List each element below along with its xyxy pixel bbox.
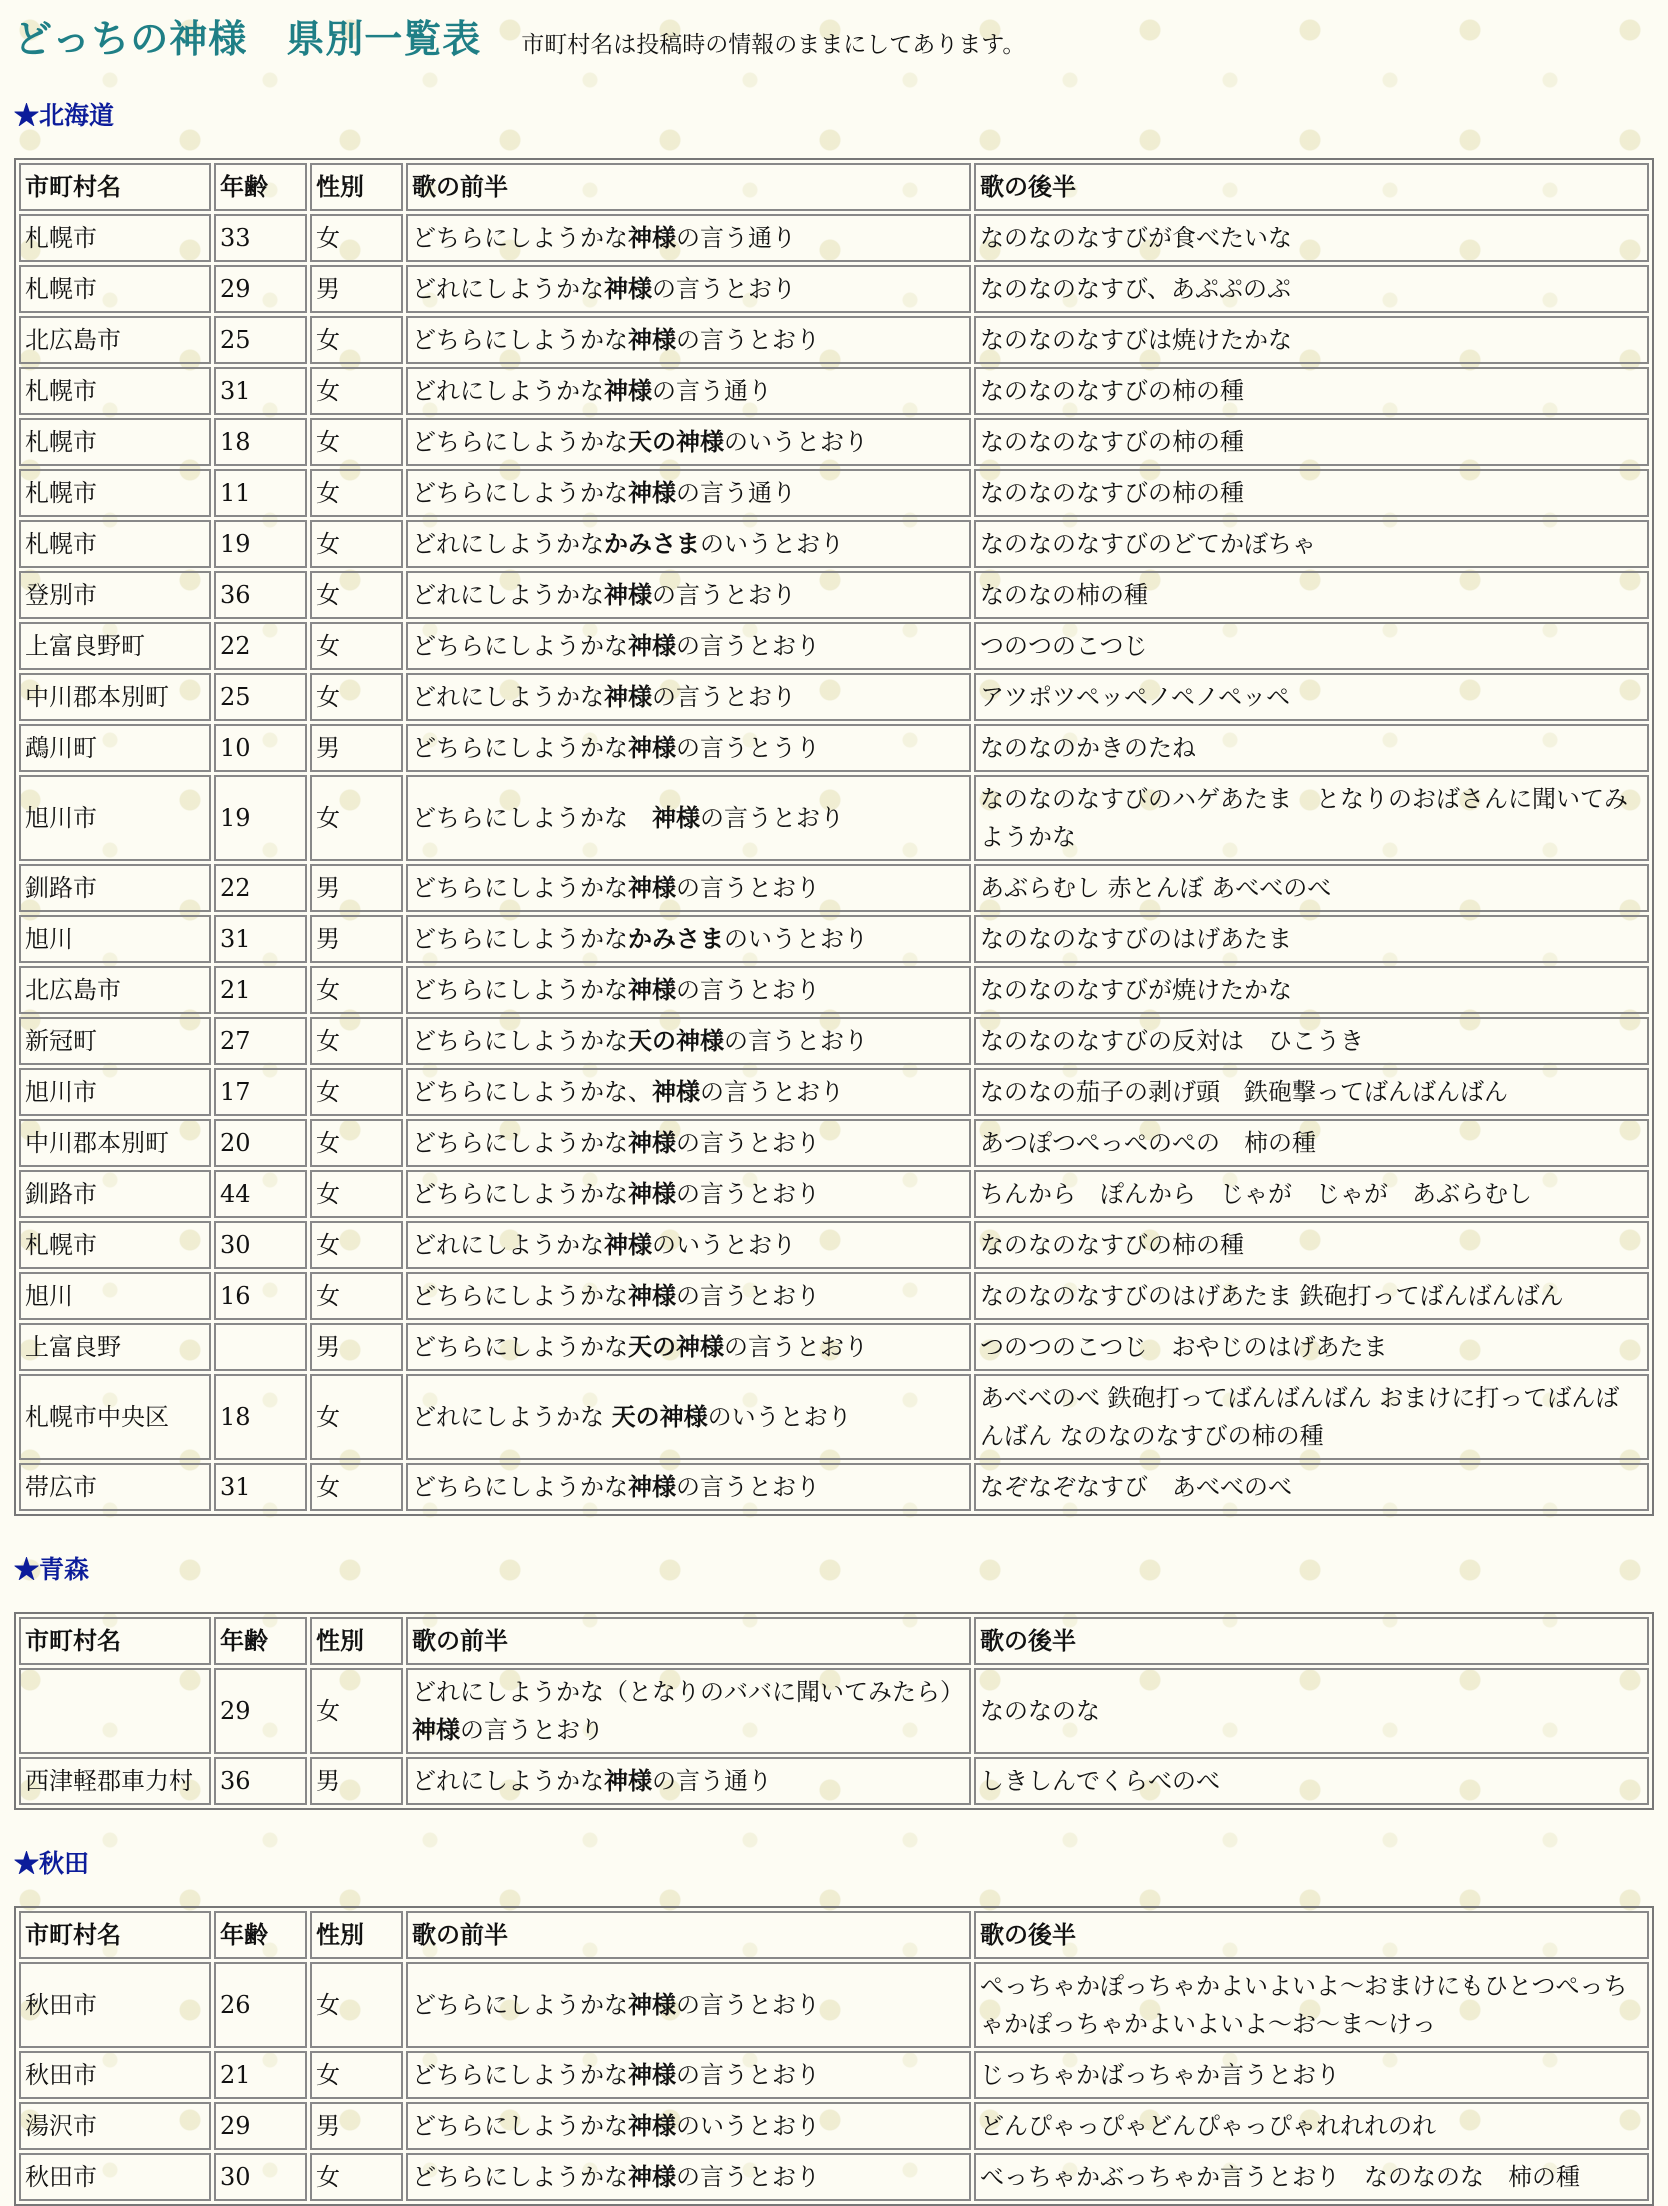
column-header-second-half: 歌の後半	[974, 1617, 1649, 1665]
second-half-cell: あつぽつぺっぺのぺの 柿の種	[974, 1119, 1649, 1167]
age-cell: 36	[214, 571, 307, 619]
age-cell: 22	[214, 864, 307, 912]
first-half-post: の言うとおり	[700, 1078, 844, 1106]
first-half-god: 神様	[604, 580, 652, 609]
sex-cell: 女	[310, 1962, 403, 2048]
first-half-cell	[406, 265, 971, 313]
first-half-pre: どちらにしようかな	[412, 1180, 628, 1208]
first-half-god: 神様	[628, 1179, 676, 1208]
first-half-pre: どちらにしようかな	[412, 224, 628, 252]
second-half-cell: なのなのなすびの反対は ひこうき	[974, 1017, 1649, 1065]
first-half-pre: どれにしようかな	[412, 377, 604, 405]
first-half-post: の言う通り	[652, 1767, 772, 1795]
first-half-post: の言うとおり	[676, 1129, 820, 1157]
first-half-post: の言うとおり	[652, 581, 796, 609]
sex-cell: 男	[310, 864, 403, 912]
sex-cell: 女	[310, 1068, 403, 1116]
age-cell: 18	[214, 1374, 307, 1460]
page-note: 市町村名は投稿時の情報のままにしてあります。	[521, 32, 1026, 58]
second-half-cell: なのなのなすびのハゲあたま となりのおばさんに聞いてみようかな	[974, 775, 1649, 861]
second-half-cell: べっちゃかぶっちゃか言うとおり なのなのな 柿の種	[974, 2153, 1649, 2201]
second-half-cell: アツポツペッペノペノペッペ	[974, 673, 1649, 721]
first-half-god: 神様	[628, 873, 676, 902]
table-row	[19, 1170, 1649, 1218]
section-title: ★秋田	[14, 1849, 90, 1878]
table-header-row	[19, 163, 1649, 211]
first-half-pre: どれにしようかな	[412, 1403, 612, 1431]
column-header-age: 年齢	[214, 163, 307, 211]
table-row	[19, 1323, 1649, 1371]
first-half-god: 神様	[412, 1715, 460, 1744]
table-row	[19, 915, 1649, 963]
first-half-god: 神様	[604, 1766, 652, 1795]
age-cell: 17	[214, 1068, 307, 1116]
section-title: ★北海道	[14, 101, 115, 130]
first-half-cell	[406, 724, 971, 772]
first-half-pre: どちらにしようかな	[412, 804, 652, 832]
second-half-cell: なのなのかきのたね	[974, 724, 1649, 772]
first-half-god: かみさま	[604, 529, 700, 558]
age-cell: 26	[214, 1962, 307, 2048]
sex-cell: 女	[310, 1668, 403, 1754]
first-half-cell	[406, 1170, 971, 1218]
city-cell: 旭川	[19, 915, 211, 963]
city-cell: 札幌市	[19, 520, 211, 568]
second-half-cell: つのつのこつじ おやじのはげあたま	[974, 1323, 1649, 1371]
first-half-post: のいうとおり	[676, 2112, 820, 2140]
first-half-post: の言うとおり	[676, 326, 820, 354]
first-half-pre: どれにしようかな	[412, 1767, 604, 1795]
city-cell: 上富良野町	[19, 622, 211, 670]
first-half-god: 神様	[628, 478, 676, 507]
first-half-post: の言うとおり	[724, 1027, 868, 1055]
age-cell: 18	[214, 418, 307, 466]
first-half-god: 神様	[628, 975, 676, 1004]
second-half-cell: なぞなぞなすび あべべのべ	[974, 1463, 1649, 1511]
first-half-pre: どれにしようかな	[412, 530, 604, 558]
second-half-cell: あべべのべ 鉄砲打ってばんばんばん おまけに打ってばんばんばん なのなのなすびの柿の種	[974, 1374, 1649, 1460]
first-half-pre: どちらにしようかな	[412, 2061, 628, 2089]
second-half-cell: なのなのなすびのはげあたま	[974, 915, 1649, 963]
first-half-god: 神様	[628, 1990, 676, 2019]
second-half-cell: つのつのこつじ	[974, 622, 1649, 670]
age-cell: 25	[214, 673, 307, 721]
column-header-age: 年齢	[214, 1911, 307, 1959]
first-half-god: 神様	[628, 2111, 676, 2140]
sex-cell: 女	[310, 1221, 403, 1269]
city-cell: 旭川市	[19, 775, 211, 861]
sex-cell: 男	[310, 1757, 403, 1805]
first-half-cell	[406, 1323, 971, 1371]
first-half-god: 神様	[652, 1077, 700, 1106]
table-row	[19, 1668, 1649, 1754]
first-half-god: 神様	[628, 733, 676, 762]
first-half-pre: どちらにしようかな	[412, 1027, 628, 1055]
first-half-cell	[406, 622, 971, 670]
table-row	[19, 622, 1649, 670]
city-cell	[19, 1668, 211, 1754]
first-half-post: の言うとおり	[652, 683, 796, 711]
first-half-pre: どちらにしようかな	[412, 2112, 628, 2140]
age-cell: 21	[214, 2051, 307, 2099]
city-cell: 鵡川町	[19, 724, 211, 772]
first-half-god: 天の神様	[628, 1332, 724, 1361]
first-half-pre: どちらにしようかな	[412, 1282, 628, 1310]
city-cell: 帯広市	[19, 1463, 211, 1511]
sex-cell: 男	[310, 2102, 403, 2150]
age-cell: 11	[214, 469, 307, 517]
sex-cell: 女	[310, 214, 403, 262]
age-cell: 21	[214, 966, 307, 1014]
first-half-cell	[406, 367, 971, 415]
city-cell: 湯沢市	[19, 2102, 211, 2150]
city-cell: 上富良野	[19, 1323, 211, 1371]
table-row	[19, 1757, 1649, 1805]
second-half-cell: なのなのなすびの柿の種	[974, 1221, 1649, 1269]
first-half-cell	[406, 316, 971, 364]
second-half-cell: ぺっちゃかぽっちゃかよいよいよ〜おまけにもひとつぺっちゃかぽっちゃかよいよいよ〜お〜ま〜けっ	[974, 1962, 1649, 2048]
first-half-pre: どれにしようかな	[412, 1231, 604, 1259]
first-half-post: の言うとおり	[676, 2163, 820, 2191]
age-cell: 29	[214, 1668, 307, 1754]
age-cell: 44	[214, 1170, 307, 1218]
second-half-cell: なのなのなすびが食べたいな	[974, 214, 1649, 262]
age-cell: 36	[214, 1757, 307, 1805]
first-half-god: かみさま	[628, 924, 724, 953]
age-cell: 29	[214, 265, 307, 313]
first-half-post: のいうとおり	[707, 1403, 852, 1431]
table-row	[19, 265, 1649, 313]
age-cell: 33	[214, 214, 307, 262]
region-table	[14, 1906, 1654, 2206]
second-half-cell: なのなのなすびのどてかぼちゃ	[974, 520, 1649, 568]
table-row	[19, 724, 1649, 772]
age-cell	[214, 1323, 307, 1371]
age-cell: 27	[214, 1017, 307, 1065]
first-half-cell	[406, 520, 971, 568]
first-half-cell	[406, 966, 971, 1014]
city-cell: 北広島市	[19, 966, 211, 1014]
age-cell: 30	[214, 1221, 307, 1269]
city-cell: 釧路市	[19, 1170, 211, 1218]
first-half-post: のいうとおり	[652, 1231, 796, 1259]
age-cell: 29	[214, 2102, 307, 2150]
first-half-cell	[406, 673, 971, 721]
table-row	[19, 316, 1649, 364]
first-half-cell	[406, 1962, 971, 2048]
city-cell: 北広島市	[19, 316, 211, 364]
sex-cell: 女	[310, 1170, 403, 1218]
second-half-cell: なのなのなすびは焼けたかな	[974, 316, 1649, 364]
first-half-pre: どちらにしようかな	[412, 925, 628, 953]
city-cell: 札幌市	[19, 1221, 211, 1269]
first-half-post: の言う通り	[676, 224, 796, 252]
city-cell: 秋田市	[19, 1962, 211, 2048]
first-half-pre: どちらにしようかな	[412, 734, 628, 762]
second-half-cell: あぶらむし 赤とんぼ あべべのべ	[974, 864, 1649, 912]
city-cell: 札幌市	[19, 367, 211, 415]
header	[14, 8, 1654, 60]
first-half-cell	[406, 214, 971, 262]
first-half-post: の言うとおり	[676, 1180, 820, 1208]
sex-cell: 女	[310, 622, 403, 670]
second-half-cell: なのなのなすびの柿の種	[974, 469, 1649, 517]
table-row	[19, 1272, 1649, 1320]
second-half-cell: じっちゃかばっちゃか言うとおり	[974, 2051, 1649, 2099]
table-row	[19, 1221, 1649, 1269]
sex-cell: 女	[310, 966, 403, 1014]
first-half-cell	[406, 418, 971, 466]
first-half-cell	[406, 2102, 971, 2150]
column-header-city: 市町村名	[19, 1911, 211, 1959]
first-half-god: 神様	[628, 2162, 676, 2191]
first-half-pre: どちらにしようかな	[412, 1333, 628, 1361]
sex-cell: 女	[310, 2153, 403, 2201]
first-half-post: の言うとおり	[676, 976, 820, 1004]
first-half-god: 神様	[628, 631, 676, 660]
first-half-cell	[406, 864, 971, 912]
second-half-cell: しきしんでくらべのべ	[974, 1757, 1649, 1805]
first-half-cell	[406, 1221, 971, 1269]
first-half-cell	[406, 1017, 971, 1065]
first-half-cell	[406, 1068, 971, 1116]
age-cell: 31	[214, 915, 307, 963]
first-half-post: のいうとおり	[700, 530, 844, 558]
table-row	[19, 1017, 1649, 1065]
column-header-first-half: 歌の前半	[406, 1911, 971, 1959]
age-cell: 10	[214, 724, 307, 772]
age-cell: 31	[214, 367, 307, 415]
age-cell: 19	[214, 520, 307, 568]
table-row	[19, 1119, 1649, 1167]
table-row	[19, 1068, 1649, 1116]
city-cell: 旭川市	[19, 1068, 211, 1116]
table-row	[19, 571, 1649, 619]
second-half-cell: なのなのな	[974, 1668, 1649, 1754]
city-cell: 札幌市	[19, 265, 211, 313]
first-half-pre: どちらにしようかな	[412, 1473, 628, 1501]
second-half-cell: なのなのなすびの柿の種	[974, 367, 1649, 415]
sex-cell: 男	[310, 915, 403, 963]
first-half-post: の言う通り	[676, 479, 796, 507]
column-header-first-half: 歌の前半	[406, 163, 971, 211]
column-header-age: 年齢	[214, 1617, 307, 1665]
table-header-row	[19, 1617, 1649, 1665]
table-row	[19, 2153, 1649, 2201]
sex-cell: 女	[310, 1374, 403, 1460]
city-cell: 登別市	[19, 571, 211, 619]
column-header-second-half: 歌の後半	[974, 163, 1649, 211]
first-half-post: の言うとおり	[676, 1991, 820, 2019]
age-cell: 16	[214, 1272, 307, 1320]
first-half-pre: どちらにしようかな	[412, 2163, 628, 2191]
column-header-second-half: 歌の後半	[974, 1911, 1649, 1959]
first-half-cell	[406, 1757, 971, 1805]
table-row	[19, 1463, 1649, 1511]
first-half-pre: どちらにしようかな	[412, 1991, 628, 2019]
first-half-god: 神様	[604, 682, 652, 711]
column-header-sex: 性別	[310, 1617, 403, 1665]
sex-cell: 男	[310, 265, 403, 313]
table-row	[19, 469, 1649, 517]
second-half-cell: なのなの柿の種	[974, 571, 1649, 619]
first-half-post: の言うとおり	[460, 1716, 604, 1744]
first-half-cell	[406, 1374, 971, 1460]
table-row	[19, 418, 1649, 466]
table-row	[19, 214, 1649, 262]
sex-cell: 女	[310, 316, 403, 364]
city-cell: 新冠町	[19, 1017, 211, 1065]
first-half-post: の言うとおり	[676, 874, 820, 902]
first-half-pre: どちらにしようかな	[412, 874, 628, 902]
first-half-god: 神様	[628, 1472, 676, 1501]
sex-cell: 女	[310, 418, 403, 466]
city-cell: 札幌市	[19, 214, 211, 262]
second-half-cell: なのなの茄子の剥げ頭 鉄砲撃ってばんばんばん	[974, 1068, 1649, 1116]
sex-cell: 女	[310, 1119, 403, 1167]
first-half-pre: どちらにしようかな、	[412, 1078, 652, 1106]
column-header-city: 市町村名	[19, 163, 211, 211]
city-cell: 中川郡本別町	[19, 673, 211, 721]
first-half-cell	[406, 2153, 971, 2201]
first-half-god: 神様	[604, 376, 652, 405]
first-half-post: のいうとおり	[724, 925, 868, 953]
first-half-pre: どちらにしようかな	[412, 976, 628, 1004]
first-half-god: 神様	[628, 1128, 676, 1157]
sex-cell: 女	[310, 673, 403, 721]
first-half-post: の言うとおり	[676, 2061, 820, 2089]
region-table	[14, 1612, 1654, 1810]
table-row	[19, 775, 1649, 861]
column-header-sex: 性別	[310, 1911, 403, 1959]
first-half-god: 神様	[604, 1230, 652, 1259]
age-cell: 19	[214, 775, 307, 861]
city-cell: 旭川	[19, 1272, 211, 1320]
age-cell: 25	[214, 316, 307, 364]
city-cell: 札幌市中央区	[19, 1374, 211, 1460]
first-half-pre: どれにしようかな（となりのババに聞いてみたら）	[412, 1678, 964, 1706]
table-row	[19, 367, 1649, 415]
second-half-cell: なのなのなすび、あぷぷのぷ	[974, 265, 1649, 313]
age-cell: 20	[214, 1119, 307, 1167]
city-cell: 秋田市	[19, 2153, 211, 2201]
table-row	[19, 673, 1649, 721]
column-header-sex: 性別	[310, 163, 403, 211]
table-row	[19, 864, 1649, 912]
age-cell: 30	[214, 2153, 307, 2201]
first-half-pre: どちらにしようかな	[412, 479, 628, 507]
first-half-post: の言うとおり	[676, 1473, 820, 1501]
first-half-cell	[406, 1119, 971, 1167]
first-half-post: の言うとおり	[676, 632, 820, 660]
table-row	[19, 966, 1649, 1014]
first-half-cell	[406, 915, 971, 963]
section-title: ★青森	[14, 1555, 90, 1584]
first-half-god: 神様	[628, 223, 676, 252]
table-row	[19, 1374, 1649, 1460]
first-half-post: の言うとうり	[676, 734, 820, 762]
city-cell: 西津軽郡車力村	[19, 1757, 211, 1805]
first-half-pre: どれにしようかな	[412, 581, 604, 609]
table-row	[19, 2051, 1649, 2099]
age-cell: 22	[214, 622, 307, 670]
city-cell: 釧路市	[19, 864, 211, 912]
first-half-god: 神様	[628, 1281, 676, 1310]
city-cell: 中川郡本別町	[19, 1119, 211, 1167]
column-header-city: 市町村名	[19, 1617, 211, 1665]
age-cell: 31	[214, 1463, 307, 1511]
sections-container	[14, 96, 1654, 2206]
first-half-pre: どれにしようかな	[412, 683, 604, 711]
second-half-cell: ちんから ぽんから じゃが じゃが あぶらむし	[974, 1170, 1649, 1218]
city-cell: 秋田市	[19, 2051, 211, 2099]
first-half-god: 神様	[604, 274, 652, 303]
column-header-first-half: 歌の前半	[406, 1617, 971, 1665]
first-half-pre: どちらにしようかな	[412, 1129, 628, 1157]
first-half-god: 天の神様	[628, 427, 724, 456]
second-half-cell: なのなのなすびのはげあたま 鉄砲打ってばんばんばん	[974, 1272, 1649, 1320]
sex-cell: 女	[310, 1272, 403, 1320]
first-half-pre: どちらにしようかな	[412, 428, 628, 456]
sex-cell: 女	[310, 520, 403, 568]
first-half-god: 神様	[652, 803, 700, 832]
first-half-pre: どちらにしようかな	[412, 326, 628, 354]
first-half-pre: どれにしようかな	[412, 275, 604, 303]
first-half-cell	[406, 1463, 971, 1511]
second-half-cell: なのなのなすびが焼けたかな	[974, 966, 1649, 1014]
first-half-post: のいうとおり	[724, 428, 868, 456]
first-half-god: 神様	[628, 325, 676, 354]
first-half-cell	[406, 1668, 971, 1754]
sex-cell: 女	[310, 1463, 403, 1511]
city-cell: 札幌市	[19, 418, 211, 466]
first-half-post: の言うとおり	[724, 1333, 868, 1361]
first-half-cell	[406, 571, 971, 619]
sex-cell: 女	[310, 775, 403, 861]
region-table	[14, 158, 1654, 1516]
first-half-god: 天の神様	[628, 1026, 724, 1055]
first-half-post: の言うとおり	[700, 804, 844, 832]
sex-cell: 男	[310, 1323, 403, 1371]
first-half-god: 天の神様	[611, 1402, 708, 1431]
table-row	[19, 520, 1649, 568]
first-half-post: の言うとおり	[676, 1282, 820, 1310]
sex-cell: 女	[310, 1017, 403, 1065]
table-row	[19, 1962, 1649, 2048]
sex-cell: 女	[310, 367, 403, 415]
second-half-cell: なのなのなすびの柿の種	[974, 418, 1649, 466]
first-half-post: の言うとおり	[652, 275, 796, 303]
first-half-cell	[406, 2051, 971, 2099]
first-half-cell	[406, 775, 971, 861]
table-row	[19, 2102, 1649, 2150]
sex-cell: 男	[310, 724, 403, 772]
first-half-god: 神様	[628, 2060, 676, 2089]
page-title: どっちの神様 県別一覧表	[14, 16, 482, 61]
sex-cell: 女	[310, 2051, 403, 2099]
first-half-cell	[406, 469, 971, 517]
first-half-cell	[406, 1272, 971, 1320]
table-header-row	[19, 1911, 1649, 1959]
second-half-cell: どんぴゃっぴゃどんぴゃっぴゃれれれのれ	[974, 2102, 1649, 2150]
first-half-pre: どちらにしようかな	[412, 632, 628, 660]
sex-cell: 女	[310, 469, 403, 517]
sex-cell: 女	[310, 571, 403, 619]
first-half-post: の言う通り	[652, 377, 772, 405]
city-cell: 札幌市	[19, 469, 211, 517]
